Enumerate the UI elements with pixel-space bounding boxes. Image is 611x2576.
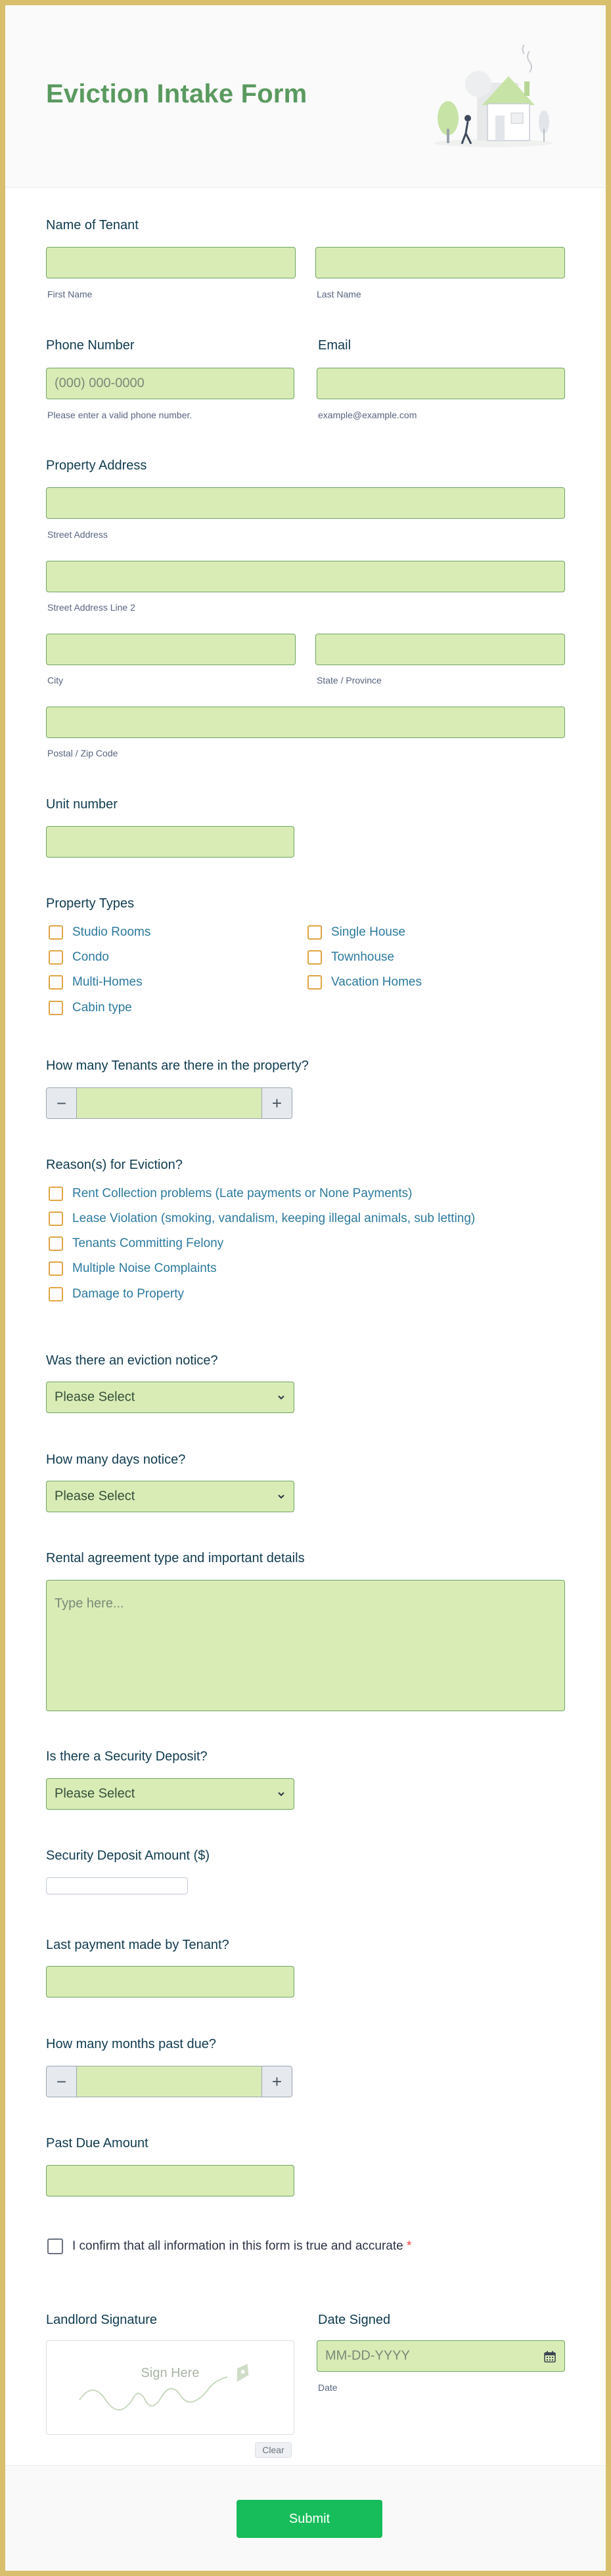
tenants-count-stepper[interactable]: [46, 1087, 292, 1119]
property-type-option[interactable]: Multi-Homes: [49, 973, 143, 992]
zip-input[interactable]: [46, 707, 565, 738]
consent-label: I confirm that all information in this form is true and accurate *: [72, 2239, 412, 2253]
deposit-amount-input[interactable]: [46, 1877, 188, 1894]
checkbox[interactable]: [49, 1287, 63, 1301]
checkbox[interactable]: [49, 1261, 63, 1276]
unit-label: Unit number: [46, 797, 118, 812]
date-signed-placeholder: MM-DD-YYYY: [325, 2348, 410, 2363]
first-name-sublabel: First Name: [47, 289, 93, 299]
clear-signature-button[interactable]: Clear: [255, 2442, 292, 2458]
eviction-notice-select[interactable]: [46, 1382, 294, 1413]
past-due-amount-label: Past Due Amount: [46, 2136, 148, 2150]
state-input[interactable]: [315, 634, 565, 665]
increment-button[interactable]: +: [261, 1088, 292, 1118]
last-payment-label: Last payment made by Tenant?: [46, 1938, 229, 1952]
reason-option[interactable]: Rent Collection problems (Late payments or None Payments): [49, 1185, 412, 1203]
eviction-notice-label: Was there an eviction notice?: [46, 1353, 218, 1368]
security-deposit-select[interactable]: [46, 1778, 294, 1810]
chevron-down-icon: [277, 1492, 286, 1501]
notice-days-label: How many days notice?: [46, 1452, 186, 1467]
reason-option[interactable]: Lease Violation (smoking, vandalism, keeping illegal animals, sub letting): [49, 1210, 475, 1228]
reason-option[interactable]: Tenants Committing Felony: [49, 1234, 223, 1253]
last-payment-input[interactable]: [46, 1966, 294, 1997]
calendar-icon[interactable]: [543, 2350, 556, 2363]
form-header: [5, 5, 606, 188]
property-type-option[interactable]: Single House: [307, 923, 405, 942]
tenants-count-label: How many Tenants are there in the property?: [46, 1059, 309, 1073]
house-illustration-icon: [431, 45, 556, 156]
property-type-option[interactable]: Cabin type: [49, 999, 132, 1017]
property-type-option[interactable]: Townhouse: [307, 948, 394, 967]
decrement-button[interactable]: −: [47, 1088, 77, 1118]
reasons-label: Reason(s) for Eviction?: [46, 1158, 183, 1172]
street-address-2-input[interactable]: [46, 561, 565, 592]
checkbox[interactable]: [307, 975, 322, 990]
rental-agreement-label: Rental agreement type and important details: [46, 1551, 305, 1565]
street-address-input[interactable]: [46, 487, 565, 519]
property-type-option[interactable]: Vacation Homes: [307, 973, 422, 992]
rental-agreement-textarea[interactable]: [46, 1580, 565, 1711]
reason-option[interactable]: Multiple Noise Complaints: [49, 1259, 217, 1278]
street-address-2-sublabel: Street Address Line 2: [47, 602, 135, 613]
last-name-input[interactable]: [315, 247, 565, 278]
last-name-sublabel: Last Name: [317, 289, 361, 299]
months-past-due-stepper[interactable]: [46, 2066, 292, 2097]
security-deposit-value: Please Select: [55, 1786, 135, 1801]
property-type-option[interactable]: Condo: [49, 948, 109, 967]
chevron-down-icon: [277, 1789, 286, 1799]
notice-days-value: Please Select: [55, 1489, 135, 1504]
phone-input[interactable]: [46, 368, 294, 399]
reason-option[interactable]: Damage to Property: [49, 1285, 184, 1303]
email-label: Email: [318, 338, 351, 353]
consent-checkbox[interactable]: [47, 2238, 63, 2254]
tenant-name-label: Name of Tenant: [46, 218, 139, 232]
checkbox[interactable]: [49, 1212, 63, 1226]
checkbox[interactable]: [49, 1187, 63, 1201]
form-footer: [5, 2465, 606, 2571]
phone-label: Phone Number: [46, 338, 135, 353]
form-title: Eviction Intake Form: [46, 79, 307, 108]
notice-days-select[interactable]: [46, 1481, 294, 1512]
past-due-amount-input[interactable]: [46, 2165, 294, 2196]
rental-agreement-placeholder: Type here...: [55, 1596, 124, 1611]
phone-placeholder: (000) 000-0000: [55, 376, 145, 391]
checkbox[interactable]: [49, 975, 63, 990]
submit-button[interactable]: Submit: [237, 2500, 382, 2538]
signature-placeholder: Sign Here: [141, 2366, 200, 2380]
street-address-sublabel: Street Address: [47, 529, 108, 540]
checkbox[interactable]: [307, 950, 322, 965]
checkbox[interactable]: [49, 1236, 63, 1251]
signature-pad[interactable]: [46, 2340, 294, 2435]
eviction-notice-value: Please Select: [55, 1389, 135, 1405]
unit-input[interactable]: [46, 826, 294, 858]
city-input[interactable]: [46, 634, 296, 665]
decrement-button[interactable]: −: [47, 2066, 77, 2097]
phone-sublabel: Please enter a valid phone number.: [47, 410, 192, 420]
increment-button[interactable]: +: [261, 2066, 292, 2097]
form-container: [5, 5, 606, 2571]
city-sublabel: City: [47, 675, 64, 686]
required-asterisk: *: [407, 2239, 412, 2253]
security-deposit-label: Is there a Security Deposit?: [46, 1749, 208, 1764]
property-types-label: Property Types: [46, 896, 135, 911]
property-type-option[interactable]: Studio Rooms: [49, 923, 150, 942]
state-sublabel: State / Province: [317, 675, 382, 686]
date-signed-label: Date Signed: [318, 2313, 391, 2327]
deposit-amount-label: Security Deposit Amount ($): [46, 1848, 210, 1863]
months-past-due-label: How many months past due?: [46, 2037, 217, 2051]
checkbox[interactable]: [49, 925, 63, 940]
chevron-down-icon: [277, 1393, 286, 1402]
checkbox[interactable]: [49, 1001, 63, 1015]
address-label: Property Address: [46, 458, 147, 473]
date-signed-input[interactable]: [317, 2340, 565, 2372]
checkbox[interactable]: [307, 925, 322, 940]
email-input[interactable]: [317, 368, 565, 399]
first-name-input[interactable]: [46, 247, 296, 278]
checkbox[interactable]: [49, 950, 63, 965]
email-sublabel: example@example.com: [318, 410, 417, 420]
date-sublabel: Date: [318, 2382, 338, 2393]
signature-label: Landlord Signature: [46, 2313, 158, 2327]
zip-sublabel: Postal / Zip Code: [47, 748, 118, 758]
